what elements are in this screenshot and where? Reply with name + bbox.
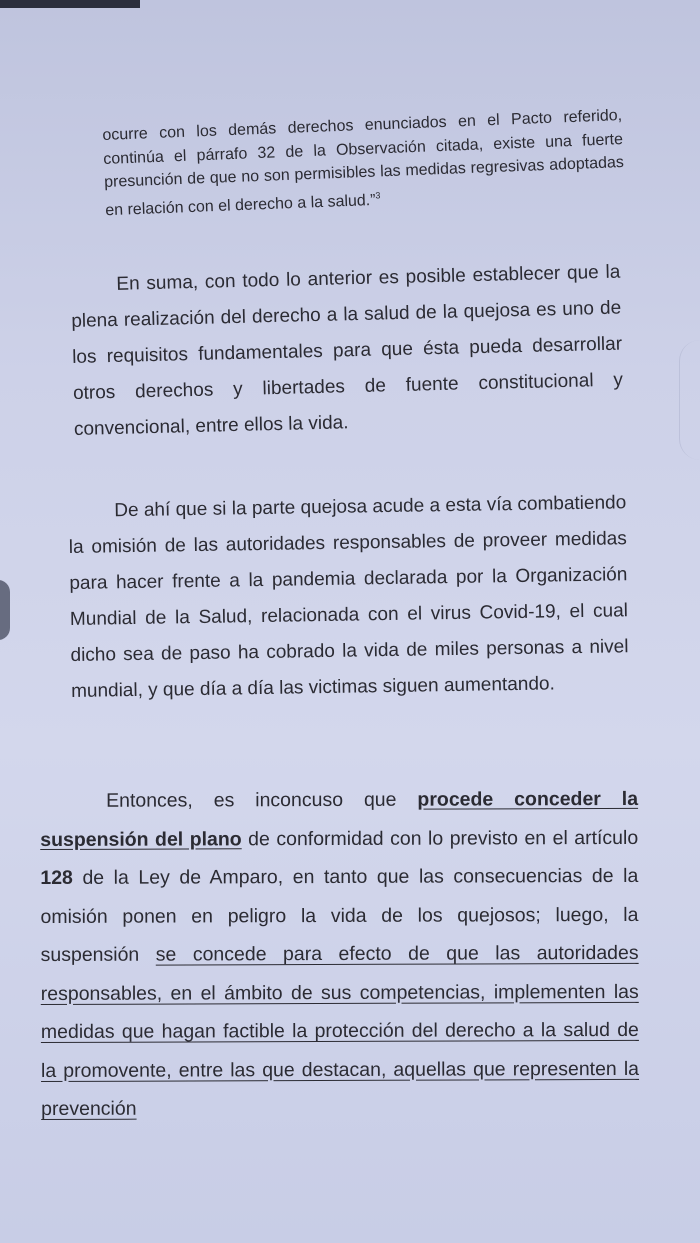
paragraph-3: [40, 780, 639, 1129]
paragraph-1: En suma, con todo lo anterior es posible establecer que la plena realización del derecho a la salud de la quejosa es uno de los requisitos fundamentales para que ésta pueda desarrollar otros derechos y libertades de fuente constitucional y convencional, entre ellos la vida.: [71, 261, 624, 440]
paragraph-2: De ahí que si la parte quejosa acude a esta vía combatiendo la omisión de las autoridades responsables de proveer medidas para hacer frente a la pandemia declarada por la Organización Mundial de la Salud, relacionada con el virus Covid-19, el cual dicho sea de paso ha cobrado la vida de miles personas a nivel mundial, y que día a día las victimas siguen aumentando.: [68, 492, 629, 702]
quote-block: [102, 104, 625, 222]
paragraph-3-emphasis: procede conceder la suspensión del plano: [40, 787, 639, 851]
corner-shadow: [0, 0, 140, 8]
finger-shadow: [0, 580, 10, 640]
page-edge-shadow: [679, 340, 700, 460]
paragraph-3-middle-2: de la Ley de Amparo, en tanto que las consecuencias de la omisión ponen en peligro la vida de los quejosos; luego, la suspensión: [40, 864, 639, 966]
paragraph-3-lead: Entonces, es inconcuso que: [106, 788, 418, 812]
quote-text: ocurre con los demás derechos enunciados en el Pacto referido, continúa el párrafo 32 de la Observación citada, existe una fuerte presunción de que no son permisibles las medidas regresivas adoptadas en relación con el derecho a la salud.”: [102, 107, 625, 219]
paragraph-3-underlined: se concede para efecto de que las autoridades responsables, en el ámbito de sus competencias, implementen las medidas que hagan factible la protección del derecho a la salud de la promovente, entre las que destacan, aquellas que representen la prevención: [40, 941, 640, 1120]
footnote-mark: 3: [375, 189, 381, 201]
article-number: 128: [40, 866, 73, 889]
paragraph-3-middle: de conformidad con lo previsto en el artículo: [241, 826, 639, 850]
